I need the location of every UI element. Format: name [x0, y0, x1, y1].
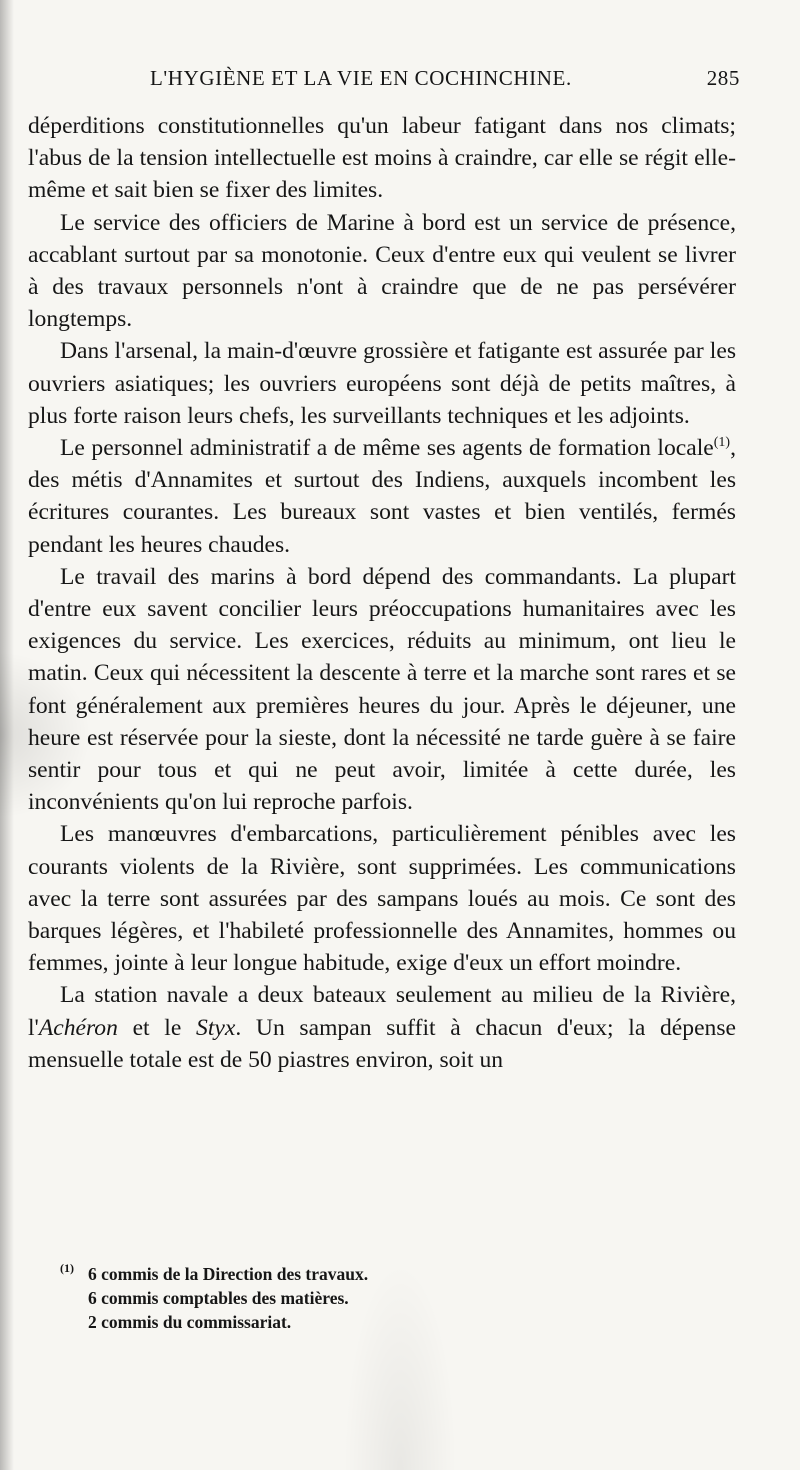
- paragraph-5: Le travail des marins à bord dépend des commandants. La plupart d'entre eux savent concilier leurs préoccupations humanitaires avec les exigences du service. Les exercices, réduits au minimum, ont lieu le matin. Ceux qui nécessitent la descente à terre et la marche sont rares et se font généralement aux premières heures du jour. Après le déjeuner, une heure est réservée pour la sieste, dont la nécessité ne tarde guère à se faire sentir pour tous et qui ne peut avoir, limitée à cette durée, les inconvénients qu'on lui reproche parfois.: [28, 563, 736, 816]
- paragraph-4-text-b: , des métis d'Annamites et surtout des Indiens, auxquels incombent les écritures courantes. Les bureaux sont vastes et bien ventilés, fermés pendant les heures chaudes.: [28, 435, 736, 558]
- footnotes: [60, 1262, 720, 1334]
- body-text: [28, 110, 736, 1076]
- footnote-line-2: [60, 1286, 720, 1310]
- paragraph-6: Les manœuvres d'embarcations, particulièrement pénibles avec les courants violents de la Rivière, sont supprimées. Les communications avec la terre sont assurées par des sampans loués au mois. Ce sont des barques légères, et l'habileté professionnelle des Annamites, hommes ou femmes, jointe à leur longue habitude, exige d'eux un effort moindre.: [28, 821, 736, 977]
- ship-name-styx: Styx: [196, 1014, 236, 1041]
- paragraph-1: déperditions constitutionnelles qu'un labeur fatigant dans nos climats; l'abus de la tension intellectuelle est moins à craindre, car elle se régit elle-même et sait bien se fixer des limites.: [28, 113, 736, 204]
- paragraph-7-text-a: La station navale a deux bateaux seulement au milieu de la Rivière, l': [28, 982, 736, 1041]
- footnote-text-3: 2 commis du commissariat.: [88, 1312, 292, 1332]
- ship-name-acheron: Achéron: [38, 1014, 118, 1041]
- paragraph-7-text-b: et le: [117, 1014, 197, 1041]
- footnote-mark: (1): [60, 1261, 74, 1275]
- binding-shadow: [0, 0, 14, 1470]
- paragraph-7: [28, 979, 736, 1076]
- footnote-line-3: [60, 1310, 720, 1334]
- footnote-text-2: 6 commis comptables des matières.: [88, 1288, 349, 1308]
- footnote-line-1: [60, 1262, 720, 1286]
- paragraph-4-text-a: Le personnel administratif a de même ses agents de formation locale: [60, 435, 714, 462]
- paragraph-4: [28, 432, 736, 561]
- footnote-reference[interactable]: (1): [713, 435, 731, 451]
- page-number: 285: [706, 66, 740, 90]
- footnote-text-1: 6 commis de la Direction des travaux.: [88, 1264, 369, 1284]
- paragraph-3: Dans l'arsenal, la main-d'œuvre grossière et fatigante est assurée par les ouvriers asiatiques; les ouvriers européens sont déjà de petits maîtres, à plus forte raison leurs chefs, les surveillants techniques et les adjoints.: [28, 338, 736, 429]
- paragraph-7-text-c: . Un sampan suffit à chacun d'eux; la dépense mensuelle totale est de 50 piastres environ, soit un: [28, 1014, 736, 1073]
- paragraph-2: Le service des officiers de Marine à bord est un service de présence, accablant surtout par sa monotonie. Ceux d'entre eux qui veulent se livrer à des travaux personnels n'ont à craindre que de ne pas persévérer longtemps.: [28, 209, 736, 333]
- page-header: [150, 66, 740, 96]
- running-head: L'HYGIÈNE ET LA VIE EN COCHINCHINE.: [150, 66, 572, 90]
